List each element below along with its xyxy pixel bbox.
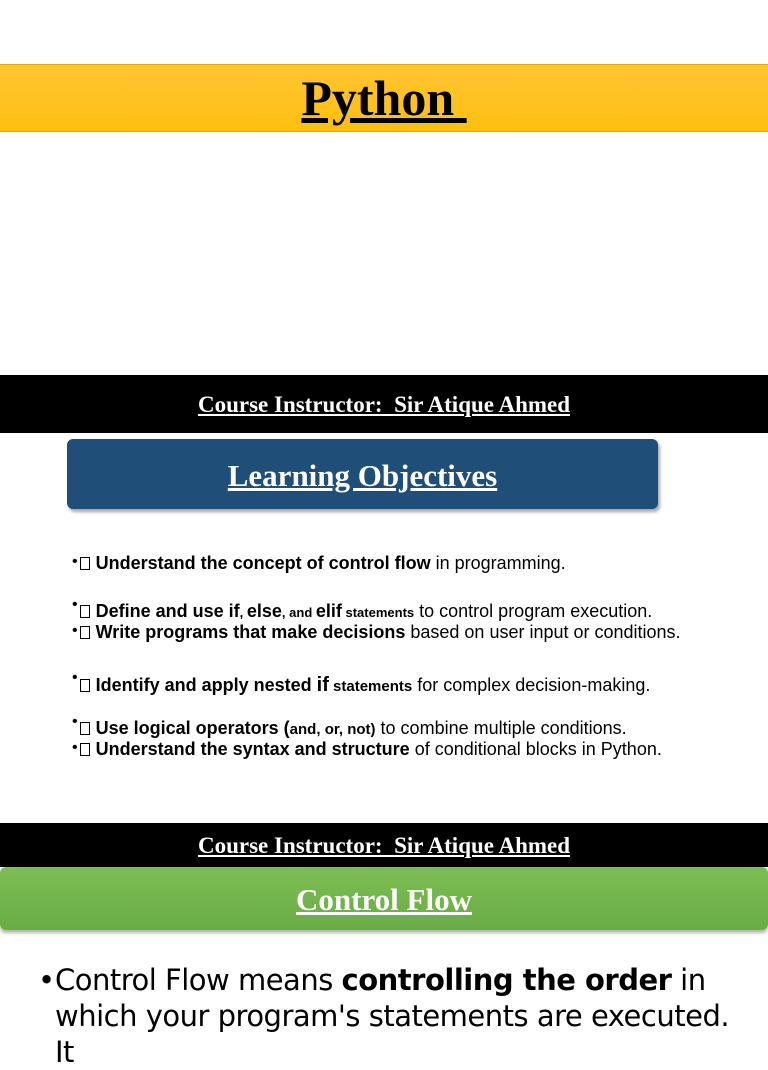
bullet-dot: •	[38, 963, 55, 997]
body-line: which your program's statements are executed. It	[55, 999, 730, 1069]
keyword-or: or	[324, 721, 339, 738]
bullet-dot: •	[72, 669, 78, 686]
instructor-banner: Course Instructor: Sir Atique Ahmed	[0, 823, 768, 867]
checkbox-glyph-icon	[80, 557, 90, 570]
objective-item	[72, 620, 762, 643]
objective-small: statements	[328, 678, 413, 695]
learning-objectives-title: Learning Objectives	[227, 458, 498, 493]
objective-item	[72, 737, 762, 760]
objective-item	[72, 551, 762, 574]
control-flow-body	[38, 962, 738, 1070]
objective-bold: Use logical operators (	[95, 718, 290, 738]
objective-text: for complex decision-making.	[412, 675, 651, 695]
objective-bold: Identify and apply nested	[95, 675, 317, 695]
checkbox-glyph-icon	[80, 679, 90, 692]
objective-small: ,	[239, 605, 247, 620]
objective-small: , and	[281, 605, 316, 620]
keyword-if: if	[228, 601, 240, 621]
keyword-else: else	[246, 601, 282, 621]
objective-text: to combine multiple conditions.	[375, 718, 627, 738]
checkbox-glyph-icon	[80, 605, 90, 618]
objective-bold: Understand the syntax and structure	[95, 739, 410, 759]
slide-title: Python	[301, 70, 467, 126]
objective-bold: Write programs that make decisions	[95, 622, 406, 642]
bullet-dot: •	[72, 713, 78, 730]
instructor-banner: Course Instructor: Sir Atique Ahmed	[0, 375, 768, 433]
objective-text: of conditional blocks in Python.	[409, 739, 662, 759]
objective-small: )	[370, 721, 376, 738]
body-text: in	[671, 963, 706, 997]
objective-bold: Define and use	[95, 601, 229, 621]
checkbox-glyph-icon	[80, 743, 90, 756]
objective-text: to control program execution.	[414, 601, 653, 621]
body-line	[38, 962, 738, 998]
objective-text: based on user input or conditions.	[405, 622, 681, 642]
keyword-and: and	[289, 721, 317, 738]
objective-small: ,	[316, 721, 325, 738]
bullet-dot: •	[72, 553, 78, 570]
control-flow-title: Control Flow	[296, 882, 472, 917]
bullet-dot: •	[72, 622, 78, 639]
checkbox-glyph-icon	[80, 722, 90, 735]
objective-item	[72, 667, 762, 698]
objective-bold: Understand the concept of control flow	[95, 553, 431, 573]
body-bold: controlling the order	[341, 963, 672, 997]
objective-text: in programming.	[430, 553, 566, 573]
objective-small: ,	[338, 721, 348, 738]
objective-small: statements	[341, 605, 415, 620]
body-text: Control Flow means	[55, 963, 342, 997]
checkbox-glyph-icon	[80, 626, 90, 639]
bullet-dot: •	[72, 596, 78, 613]
keyword-if: if	[316, 674, 329, 696]
keyword-not: not	[347, 721, 371, 738]
keyword-elif: elif	[315, 601, 342, 621]
bullet-dot: •	[72, 739, 78, 756]
